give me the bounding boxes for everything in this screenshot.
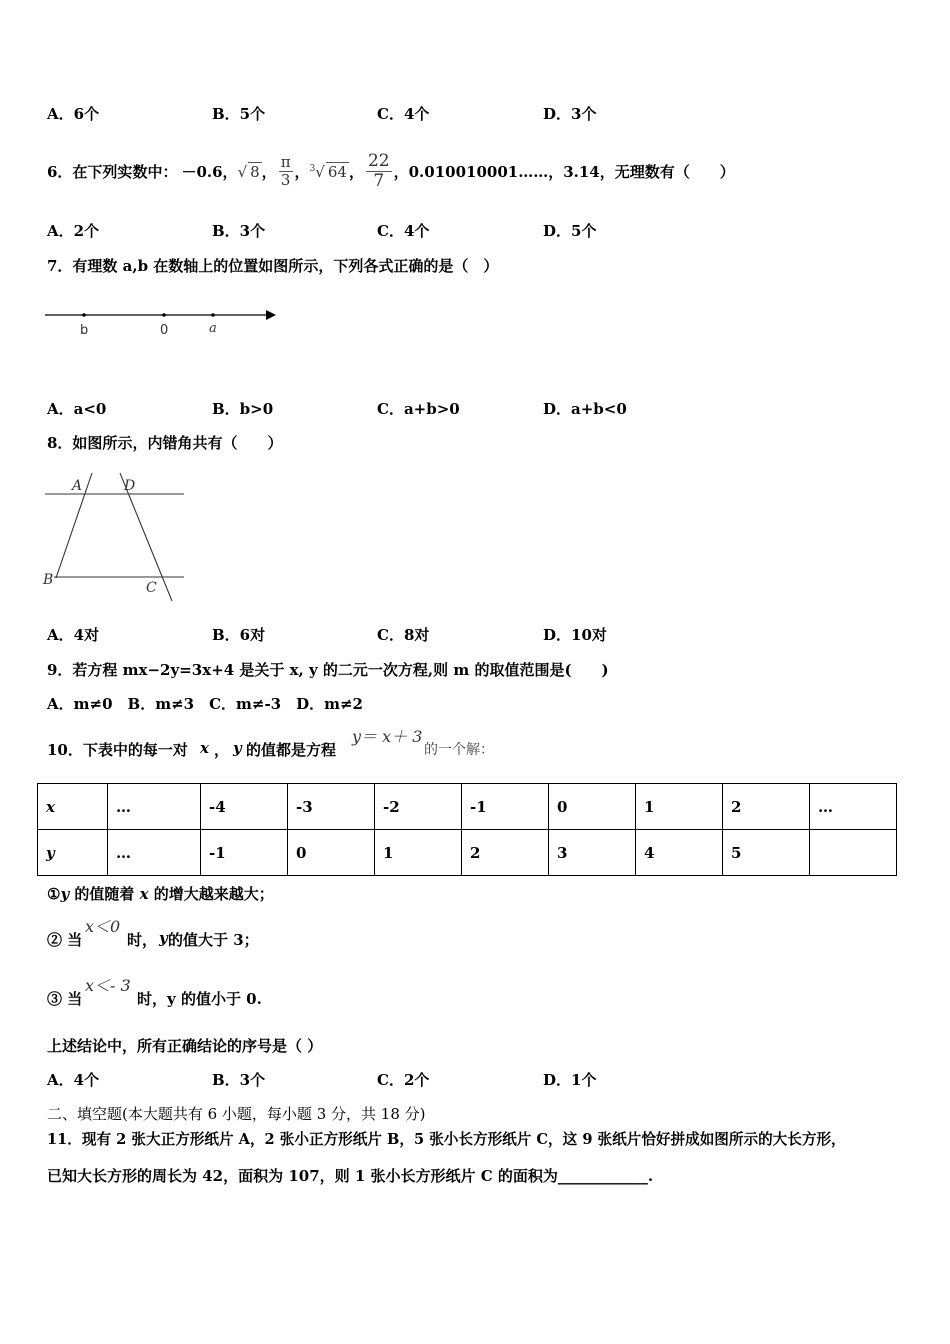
q5-option-a: A．6个	[47, 105, 100, 123]
section-2-heading: 二、填空题(本大题共有 6 小题，每小题 3 分，共 18 分)	[47, 1105, 426, 1123]
c1-marker: ①	[47, 885, 61, 903]
q7-option-d: D．a+b<0	[543, 400, 627, 418]
q6-pi-den: 3	[280, 170, 291, 189]
table-cell: 3	[549, 830, 636, 876]
q6-sep2: ，	[294, 162, 310, 181]
q6-option-b: B．3个	[212, 222, 266, 240]
c1-y: y	[60, 885, 70, 903]
c1-text-b: 的增大越来越大；	[148, 885, 274, 903]
q10-option-b: B．3个	[212, 1071, 266, 1089]
q10-comma: ，	[214, 741, 230, 759]
q5-option-b: B．5个	[212, 105, 266, 123]
q6-frac-den: 7	[373, 170, 385, 191]
q6-sep3: ，	[348, 162, 364, 181]
q5-option-d: D．3个	[543, 105, 597, 123]
table-cell: 2	[462, 830, 549, 876]
label-a: a	[209, 321, 217, 336]
q6-sep1: ，	[261, 162, 277, 181]
q10-option-d: D．1个	[543, 1071, 597, 1089]
table-cell: -1	[201, 830, 288, 876]
point-zero-mark	[162, 313, 166, 317]
c2-text-b: 的值大于 3；	[168, 931, 259, 949]
table-cell: -2	[375, 784, 462, 830]
c1-x: x	[139, 885, 149, 903]
radical-sign: √	[315, 162, 325, 181]
q6-sqrt8	[238, 162, 262, 181]
q8-option-d: D．10对	[543, 626, 607, 644]
table-cell: -3	[288, 784, 375, 830]
table-cell: 1	[636, 784, 723, 830]
q6-tail: ，0.010010001……，3.14，无理数有（ ）	[393, 162, 735, 181]
c1-text-a: 的值随着	[69, 885, 140, 903]
q10-x: x	[200, 739, 209, 757]
question-8: 8．如图所示，内错角共有（ ）	[47, 434, 283, 452]
table-row-y	[38, 830, 897, 876]
c3-text: 时，y 的值小于 0.	[137, 990, 262, 1008]
question-7: 7．有理数 a,b 在数轴上的位置如图所示，下列各式正确的是（ ）	[47, 257, 499, 275]
table-row-x	[38, 784, 897, 830]
table-cell: 2	[723, 784, 810, 830]
c3-condition: x＜- 3	[85, 976, 131, 995]
table-cell: y	[38, 830, 108, 876]
table-cell: 0	[549, 784, 636, 830]
conclusion-1	[47, 883, 274, 904]
label-D: D	[124, 478, 136, 494]
label-b: b	[80, 323, 89, 338]
q7-option-a: A．a<0	[47, 400, 107, 418]
question-11-line-1: 11．现有 2 张大正方形纸片 A，2 张小正方形纸片 B，5 张小长方形纸片 C，这 9 张纸片恰好拼成如图所示的大长方形，	[47, 1131, 846, 1148]
table-cell: 0	[288, 830, 375, 876]
q6-pi-over-3	[279, 154, 293, 188]
q9-options: A．m≠0 B．m≠3 C．m≠-3 D．m≠2	[47, 695, 363, 713]
q6-pi-num: π	[280, 153, 291, 171]
q8-option-c: C．8对	[377, 626, 430, 644]
q6-frac-num: 22	[367, 150, 390, 171]
table-cell: 4	[636, 830, 723, 876]
q10-equation: y＝ x＋ 3	[352, 727, 423, 746]
table-cell: …	[108, 830, 201, 876]
table-cell: …	[108, 784, 201, 830]
q6-option-d: D．5个	[543, 222, 597, 240]
c3-marker: ③ 当	[47, 990, 83, 1008]
table-cell	[810, 830, 897, 876]
q6-cbrt-radicand: 64	[327, 162, 347, 181]
q6-prefix: 6．在下列实数中：	[47, 162, 178, 181]
table-cell: 1	[375, 830, 462, 876]
point-a-mark	[211, 313, 215, 317]
q8-option-a: A．4对	[47, 626, 100, 644]
q6-cbrt64	[310, 162, 349, 181]
table-cell: …	[810, 784, 897, 830]
q6-neg-0-6: －0.6，	[181, 162, 238, 181]
q6-sqrt8-radicand: 8	[250, 162, 260, 181]
label-zero: 0	[160, 323, 169, 338]
c2-text-a: 时，	[127, 931, 158, 949]
q10-prefix: 10．下表中的每一对	[47, 741, 188, 759]
q6-option-a: A．2个	[47, 222, 100, 240]
q7-option-c: C．a+b>0	[377, 400, 460, 418]
table-cell: -4	[201, 784, 288, 830]
q5-option-c: C．4个	[377, 105, 430, 123]
table-cell: -1	[462, 784, 549, 830]
question-9: 9．若方程 mx−2y=3x+4 是关于 x, y 的二元一次方程,则 m 的取值范围是( )	[47, 661, 609, 679]
q6-cbrt-index: 3	[309, 163, 316, 174]
q10-suffix: 的一个解：	[424, 742, 494, 758]
q6-22-over-7	[366, 152, 392, 190]
q10-y: y	[233, 739, 242, 757]
number-line-arrow	[266, 310, 276, 320]
point-b-mark	[82, 313, 86, 317]
q8-option-b: B．6对	[212, 626, 266, 644]
parallel-lines-figure	[40, 468, 190, 606]
number-line-figure	[40, 300, 290, 345]
q10-ask: 上述结论中，所有正确结论的序号是（ ）	[47, 1037, 323, 1055]
table-cell: x	[38, 784, 108, 830]
label-C: C	[146, 580, 157, 596]
question-6	[47, 143, 735, 199]
c2-y: y	[159, 929, 168, 947]
label-B: B	[43, 572, 54, 588]
label-A: A	[72, 478, 83, 494]
question-11-line-2: 已知大长方形的周长为 42，面积为 107，则 1 张小长方形纸片 C 的面积为____________.	[47, 1167, 654, 1185]
q6-option-c: C．4个	[377, 222, 430, 240]
c2-condition: x＜0	[85, 917, 121, 936]
table-cell: 5	[723, 830, 810, 876]
q10-option-a: A．4个	[47, 1071, 100, 1089]
values-table	[37, 783, 897, 876]
c2-marker: ② 当	[47, 931, 83, 949]
q10-mid: 的值都是方程	[246, 741, 337, 759]
radical-sign: √	[237, 162, 248, 181]
q7-option-b: B．b>0	[212, 400, 274, 418]
q10-option-c: C．2个	[377, 1071, 430, 1089]
